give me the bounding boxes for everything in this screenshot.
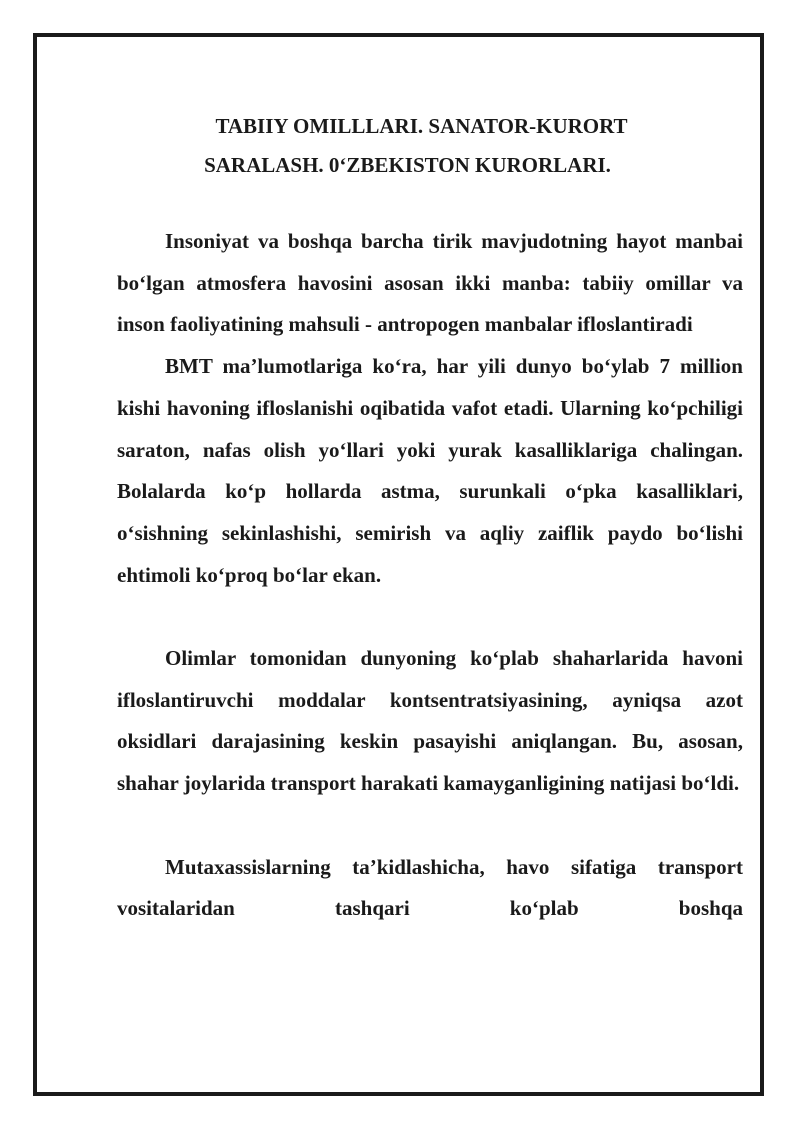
paragraph-2: BMT ma’lumotlariga ko‘ra, har yili dunyo bo‘ylab 7 million kishi havoning ifloslanishi oqibatida vafot etadi. Ularning ko‘pchiligi saraton, nafas olish yo‘llari yoki yurak kasalliklariga chalingan. Bolalarda ko‘p hollarda astma, surunkali o‘pka kasalliklari, o‘sishning sekinlashishi, semirish va aqliy zaiflik paydo bo‘lishi ehtimoli ko‘proq bo‘lar ekan. [117, 354, 743, 587]
paragraph-spacer [117, 805, 743, 847]
page-border [33, 33, 764, 1096]
paragraph-1: Insoniyat va boshqa barcha tirik mavjudotning hayot manbai bo‘lgan atmosfera havosini asosan ikki manba: tabiiy omillar va inson faoliyatining mahsuli - antropogen manbalar ifloslantiradi [117, 229, 743, 337]
paragraph-4: Mutaxassislarning ta’kidlashicha, havo sifatiga transport vositalaridan tashqari ko‘plab boshqa [117, 854, 743, 921]
paragraph-3: Olimlar tomonidan dunyoning ko‘plab shaharlarida havoni ifloslantiruvchi moddalar kontsentratsiyasining, ayniqsa azot oksidlari darajasining keskin pasayishi aniqlangan. Bu, asosan, shahar joylarida transport harakati kamayganligining natijasi bo‘ldi. [117, 646, 743, 796]
paragraph-spacer [117, 596, 743, 638]
document-title-line-2: SARALASH. 0‘ZBEKISTON KURORLARI. [204, 153, 611, 177]
document-body [117, 221, 743, 930]
document-title-line-1: TABIIY OMILLLARI. SANATOR-KURORT [215, 114, 628, 138]
